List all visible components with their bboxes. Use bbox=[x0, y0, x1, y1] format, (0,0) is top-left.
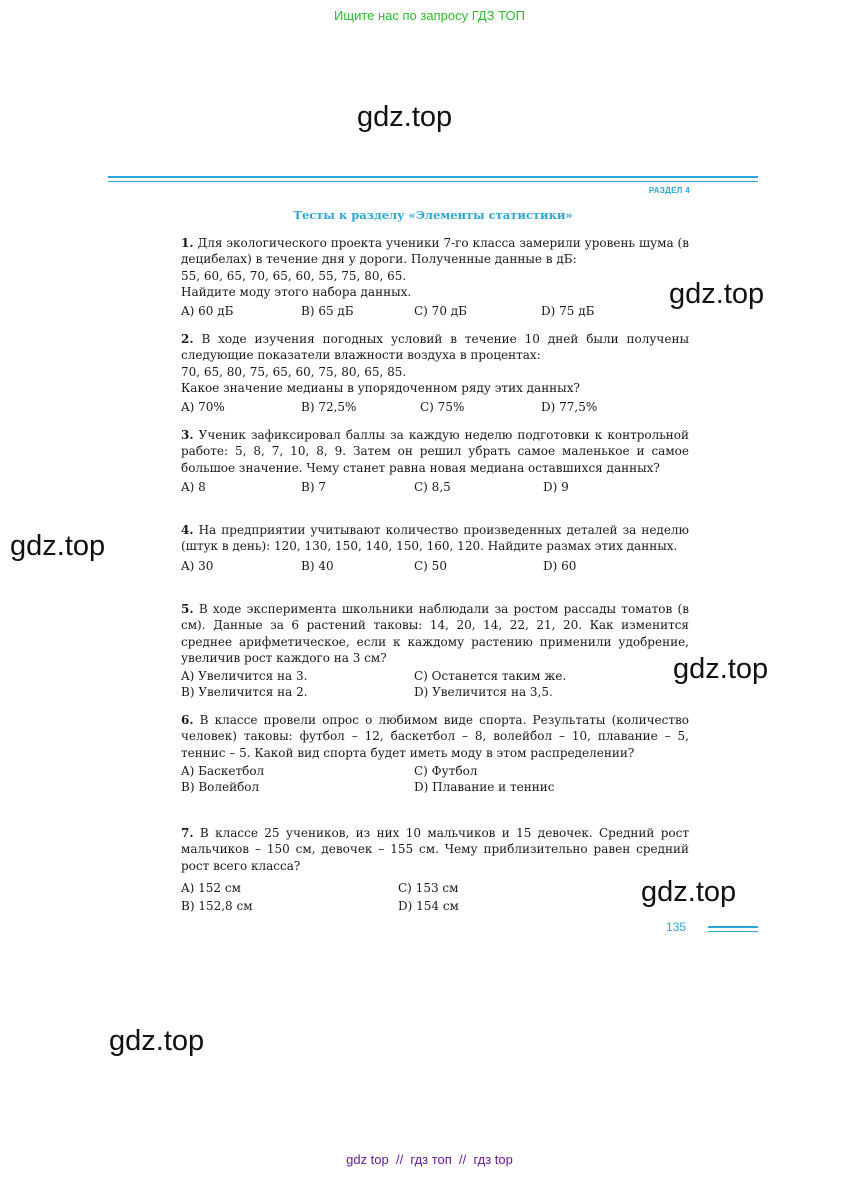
answer-option-a[interactable]: A) 70% bbox=[181, 400, 225, 415]
answer-option-d[interactable]: D) Плавание и теннис bbox=[414, 779, 555, 794]
answer-option-a[interactable]: A) Увеличится на 3. bbox=[181, 669, 308, 684]
answer-option-c[interactable]: C) 153 см bbox=[398, 880, 459, 895]
header-rule bbox=[108, 181, 758, 182]
answer-option-c[interactable]: C) 8,5 bbox=[414, 479, 451, 494]
question-1 bbox=[181, 235, 689, 319]
question-7 bbox=[181, 825, 689, 914]
question-number: 2. bbox=[181, 332, 194, 346]
answer-option-c[interactable]: C) Футбол bbox=[414, 763, 478, 778]
question-data: 70, 65, 80, 75, 65, 60, 75, 80, 65, 85. bbox=[181, 364, 407, 379]
answer-option-d[interactable]: D) 75 дБ bbox=[541, 304, 595, 319]
question-number: 7. bbox=[181, 826, 194, 840]
question-text: В классе провели опрос о любимом виде спорта. Результаты (количество человек) таковы: футбол – 12, баскетбол – 8, волейбол – 10, плавание – 5, теннис – 5. Какой вид спорта будет иметь моду в этом распределении? bbox=[181, 713, 689, 760]
footer-rule bbox=[708, 931, 758, 932]
header-rule bbox=[108, 176, 758, 178]
answer-option-b[interactable]: B) Волейбол bbox=[181, 779, 260, 794]
answer-option-b[interactable]: B) 65 дБ bbox=[301, 304, 354, 319]
answer-options bbox=[181, 668, 689, 684]
question-text: На предприятии учитывают количество произведенных деталей за неделю (штук в день): 120, 130, 150, 140, 150, 160, 120. Найдите размах этих данных. bbox=[181, 523, 689, 554]
question-text: Для экологического проекта ученики 7-го класса замерили уровень шума (в децибелах) в течение дня у дороги. Полученные данные в дБ: bbox=[181, 236, 689, 267]
question-5 bbox=[181, 601, 689, 700]
question-number: 1. bbox=[181, 236, 194, 250]
answer-option-b[interactable]: B) 40 bbox=[301, 558, 334, 573]
top-banner[interactable]: Ищите нас по запросу ГДЗ ТОП bbox=[334, 8, 525, 23]
page-title: Тесты к разделу «Элементы статистики» bbox=[293, 208, 573, 222]
answer-option-a[interactable]: A) 30 bbox=[181, 558, 214, 573]
answer-option-b[interactable]: B) Увеличится на 2. bbox=[181, 685, 308, 700]
answer-option-c[interactable]: C) 50 bbox=[414, 558, 447, 573]
question-number: 4. bbox=[181, 523, 194, 537]
question-2 bbox=[181, 331, 689, 415]
bottom-banner[interactable]: gdz top // гдз топ // гдз top bbox=[346, 1152, 513, 1167]
answer-option-c[interactable]: C) 70 дБ bbox=[414, 304, 467, 319]
section-label: РАЗДЕЛ 4 bbox=[648, 186, 690, 195]
answer-option-a[interactable]: A) 60 дБ bbox=[181, 304, 234, 319]
question-text: В классе 25 учеников, из них 10 мальчиков и 15 девочек. Средний рост мальчиков – 150 см, девочек – 155 см. Чему приблизительно равен средний рост всего класса? bbox=[181, 826, 689, 873]
answer-options bbox=[181, 880, 689, 896]
answer-option-a[interactable]: A) Баскетбол bbox=[181, 763, 265, 778]
answer-option-b[interactable]: B) 72,5% bbox=[301, 400, 357, 415]
watermark: gdz.top bbox=[673, 653, 769, 685]
watermark: gdz.top bbox=[357, 101, 453, 133]
answer-options bbox=[181, 303, 689, 319]
answer-option-d[interactable]: D) 77,5% bbox=[541, 400, 598, 415]
question-ask: Найдите моду этого набора данных. bbox=[181, 284, 412, 299]
answer-option-d[interactable]: D) 154 см bbox=[398, 898, 459, 913]
question-4 bbox=[181, 522, 689, 574]
answer-option-a[interactable]: A) 8 bbox=[181, 479, 206, 494]
watermark: gdz.top bbox=[669, 278, 765, 310]
answer-options bbox=[181, 779, 689, 795]
question-number: 5. bbox=[181, 602, 194, 616]
answer-options bbox=[181, 763, 689, 779]
question-3 bbox=[181, 427, 689, 495]
answer-options bbox=[181, 479, 689, 495]
question-text: Ученик зафиксировал баллы за каждую неделю подготовки к контрольной работе: 5, 8, 7, 10, 8, 9. Затем он решил убрать самое маленькое и самое большое значение. Чему станет равна новая медиана оставшихся данных? bbox=[181, 428, 689, 475]
question-6 bbox=[181, 712, 689, 795]
footer-rule bbox=[708, 926, 758, 928]
answer-option-b[interactable]: B) 7 bbox=[301, 479, 326, 494]
question-number: 3. bbox=[181, 428, 194, 442]
watermark: gdz.top bbox=[10, 530, 106, 562]
question-ask: Какое значение медианы в упорядоченном ряду этих данных? bbox=[181, 380, 580, 395]
watermark: gdz.top bbox=[641, 876, 737, 908]
watermark: gdz.top bbox=[109, 1025, 205, 1057]
answer-option-c[interactable]: C) 75% bbox=[420, 400, 465, 415]
question-data: 55, 60, 65, 70, 65, 60, 55, 75, 80, 65. bbox=[181, 268, 407, 283]
answer-options bbox=[181, 898, 689, 914]
question-text: В ходе эксперимента школьники наблюдали за ростом рассады томатов (в см). Данные за 6 растений таковы: 14, 20, 14, 22, 21, 20. Как изменится среднее арифметическое, если к каждому растению применили удобрение, увеличив рост каждого на 3 см? bbox=[181, 602, 689, 665]
answer-option-b[interactable]: B) 152,8 см bbox=[181, 898, 253, 913]
answer-option-d[interactable]: D) 60 bbox=[543, 558, 577, 573]
page-number: 135 bbox=[666, 920, 687, 934]
answer-option-d[interactable]: D) 9 bbox=[543, 479, 569, 494]
question-number: 6. bbox=[181, 713, 194, 727]
answer-option-a[interactable]: A) 152 см bbox=[181, 880, 241, 895]
answer-options bbox=[181, 684, 689, 700]
question-text: В ходе изучения погодных условий в течение 10 дней были получены следующие показатели влажности воздуха в процентах: bbox=[181, 332, 689, 363]
answer-option-d[interactable]: D) Увеличится на 3,5. bbox=[414, 685, 553, 700]
answer-options bbox=[181, 558, 689, 574]
answer-options bbox=[181, 399, 689, 415]
answer-option-c[interactable]: C) Останется таким же. bbox=[414, 669, 567, 684]
